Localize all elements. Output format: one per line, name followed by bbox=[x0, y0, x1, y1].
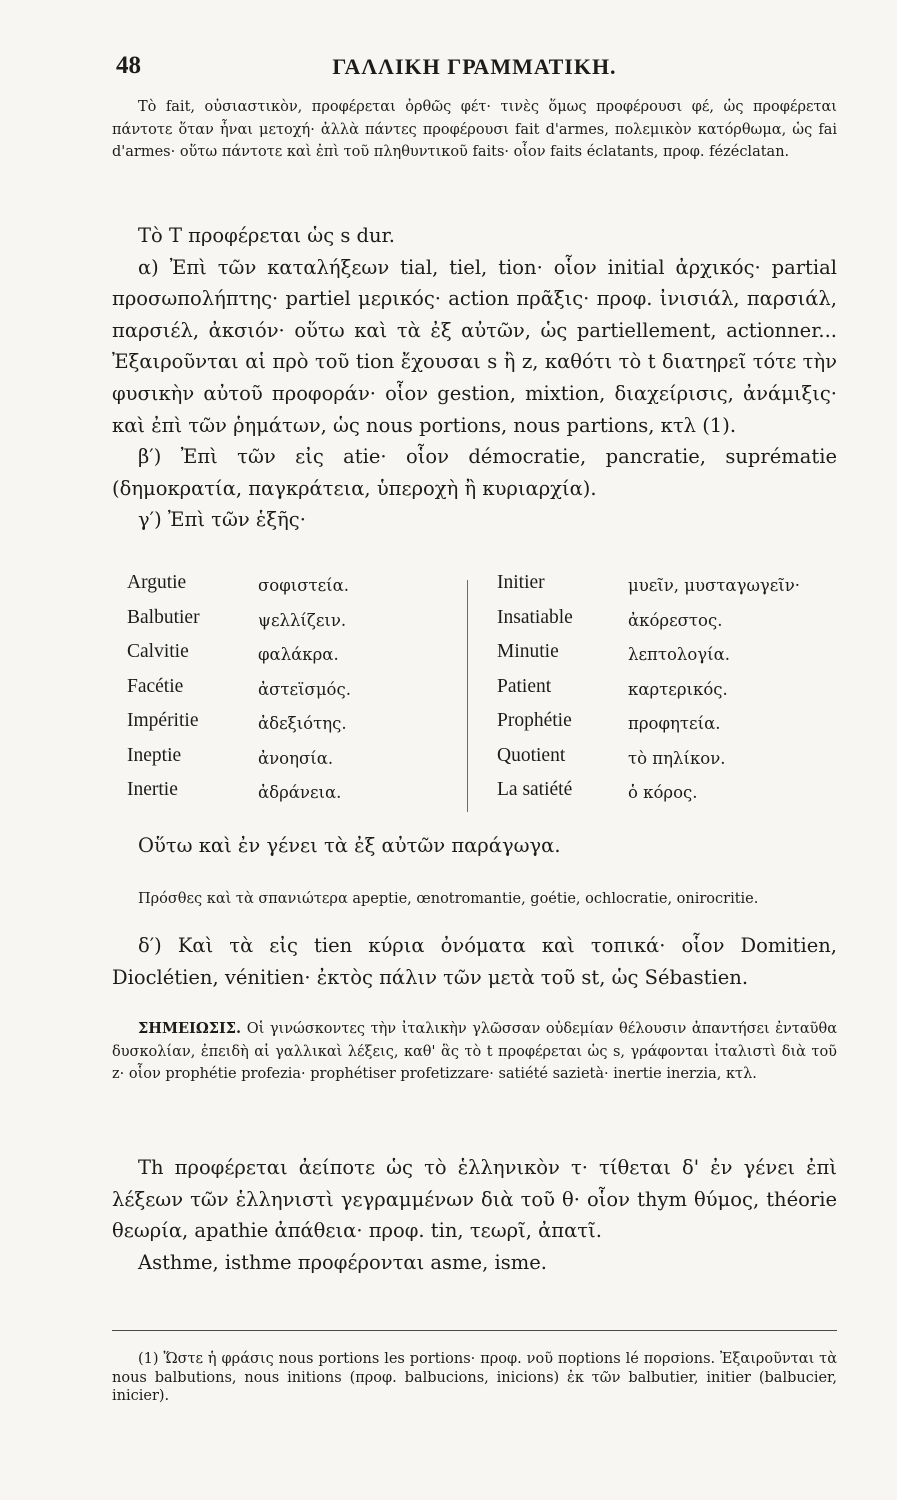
t-heading: Τὸ T προφέρεται ὡς s dur. bbox=[138, 224, 395, 247]
greek-gloss: ὁ κόρος. bbox=[628, 783, 698, 802]
french-word: La satiété bbox=[497, 779, 573, 800]
greek-gloss: μυεῖν, μυσταγωγεῖν· bbox=[628, 576, 801, 595]
vocab-row bbox=[127, 676, 457, 711]
para-c: γ′) Ἐπὶ τῶν ἑξῆς· bbox=[138, 508, 306, 532]
para-b: β′) Ἐπὶ τῶν εἰς atie· οἷον démocratie, pancratie, suprématie (δημοκρατία, παγκράτεια, ὑπεροχὴ ἢ κυριαρχία). bbox=[112, 445, 837, 500]
vocab-row bbox=[497, 710, 827, 745]
note-label: ΣΗΜΕΙΩΣΙΣ. bbox=[138, 1020, 242, 1037]
greek-gloss: σοφιστεία. bbox=[258, 576, 350, 595]
note-section bbox=[112, 1018, 837, 1086]
greek-gloss: ἀδράνεια. bbox=[258, 783, 342, 802]
french-word: Balbutier bbox=[127, 606, 200, 628]
page-number: 48 bbox=[116, 52, 141, 79]
vocab-row bbox=[127, 641, 457, 676]
vocab-row bbox=[497, 745, 827, 780]
vocab-column-left bbox=[127, 572, 457, 814]
french-word: Minutie bbox=[497, 641, 559, 662]
footnote-section bbox=[112, 1350, 837, 1406]
french-word: Argutie bbox=[127, 572, 187, 593]
note-text: Οἱ γινώσκοντες τὴν ἰταλικὴν γλῶσσαν οὐδεμίαν θέλουσιν ἀπαντήσει ἐνταῦθα δυσκολίαν, ἐπειδὴ αἱ γαλλικαὶ λέξεις, καθ' ἃς τὸ t προφέρεται ὡς s, γράφονται ἰταλιστὶ διὰ τοῦ z· οἷον prophétie profezia· prophétiser profetizzare· satiété sazietà· inertie inerzia, κτλ. bbox=[112, 1021, 837, 1082]
intro-paragraph: Τὸ fait, οὐσιαστικὸν, προφέρεται ὀρθῶς φέτ· τινὲς ὅμως προφέρουσι φέ, ὡς προφέρεται πάντοτε ὅταν ἦναι μετοχή· ἀλλὰ πάντες προφέρουσι fait d'armes, πολεμικὸν κατόρθωμα, ὡς fai d'armes· οὕτω πάντοτε καὶ ἐπὶ τοῦ πληθυντικοῦ faits· οἷον faits éclatants, προφ. fézéclatan. bbox=[112, 99, 837, 160]
french-word: Prophétie bbox=[497, 710, 572, 731]
asthme-line: Asthme, isthme προφέρονται asme, isme. bbox=[138, 1250, 547, 1274]
vocab-row bbox=[497, 676, 827, 711]
derivatives-section bbox=[112, 830, 837, 862]
greek-gloss: λεπτολογία. bbox=[628, 645, 731, 664]
addition-section bbox=[112, 888, 837, 911]
french-word: Facétie bbox=[127, 675, 184, 697]
vocab-row bbox=[497, 641, 827, 676]
footnote: (1) Ὥστε ἡ φράσις nous portions les portions· προφ. νοῦ πορtions lé πορσions. Ἐξαιροῦνται τὰ nous balbutions, nous initions (προφ. balbucions, inicions) ἐκ τῶν balbutier, initier (balbucier, inicier). bbox=[112, 1351, 837, 1404]
t-section bbox=[112, 220, 837, 536]
vocab-row bbox=[497, 779, 827, 814]
vocab-row bbox=[127, 607, 457, 642]
greek-gloss: προφητεία. bbox=[628, 714, 721, 733]
greek-gloss: ἀκόρεστος. bbox=[628, 610, 723, 630]
after-vocab-line: Οὕτω καὶ ἐν γένει τὰ ἐξ αὐτῶν παράγωγα. bbox=[138, 834, 561, 857]
vocab-row bbox=[127, 710, 457, 745]
greek-gloss: τὸ πηλίκον. bbox=[628, 748, 726, 768]
french-word: Initier bbox=[497, 572, 545, 593]
greek-gloss: καρτερικός. bbox=[628, 679, 728, 699]
th-section bbox=[112, 1152, 837, 1278]
french-word: Calvitie bbox=[127, 641, 189, 662]
para-a: α) Ἐπὶ τῶν καταλήξεων tial, tiel, tion· οἷον initial ἀρχικός· partial προσωπολήπτης· partiel μερικός· action πρᾶξις· προφ. ἰνισιάλ, παρσιάλ, παρσιέλ, ἀκσιόν· οὕτω καὶ τὰ ἐξ αὐτῶν, ὡς partiellement, actionner... Ἐξαιροῦνται αἱ πρὸ τοῦ tion ἔχουσαι s ἢ z, καθότι τὸ t διατηρεῖ τότε τὴν φυσικὴν αὐτοῦ προφοράν· οἷον gestion, mixtion, διαχείρισις, ἀνάμιξις· καὶ ἐπὶ τῶν ῥημάτων, ὡς nous portions, nous partions, κτλ (1). bbox=[112, 255, 837, 437]
page-header bbox=[112, 52, 837, 88]
running-title: ΓΑΛΛΙΚΗ ΓΡΑΜΜΑΤΙΚΗ. bbox=[332, 54, 617, 79]
french-word: Impéritie bbox=[127, 710, 199, 731]
greek-gloss: ἀδεξιότης. bbox=[258, 714, 347, 733]
french-word: Insatiable bbox=[497, 606, 573, 628]
intro-section bbox=[112, 96, 837, 164]
th-paragraph: Th προφέρεται ἀείποτε ὡς τὸ ἑλληνικὸν τ· τίθεται δ' ἐν γένει ἐπὶ λέξεων τῶν ἑλληνιστὶ γεγραμμένων διὰ τοῦ θ· οἷον thym θύμος, théorie θεωρία, apathie ἀπάθεια· προφ. tin, τεωρῖ, ἀπατῖ. bbox=[112, 1156, 837, 1243]
french-word: Ineptie bbox=[127, 744, 182, 766]
greek-gloss: ψελλίζειν. bbox=[258, 610, 347, 630]
note-paragraph bbox=[112, 1018, 837, 1086]
vocab-row bbox=[497, 607, 827, 642]
para-d: δ′) Καὶ τὰ εἰς tien κύρια ὀνόματα καὶ τοπικά· οἷον Domitien, Dioclétien, vénitien· ἐκτὸς πάλιν τῶν μετὰ τοῦ st, ὡς Sébastien. bbox=[112, 934, 837, 989]
footnote-rule bbox=[112, 1330, 837, 1331]
vocabulary-table bbox=[127, 572, 837, 820]
addition-line: Πρόσθες καὶ τὰ σπανιώτερα apeptie, œnotromantie, goétie, ochlocratie, onirocritie. bbox=[138, 891, 759, 907]
vocab-column-right bbox=[497, 572, 827, 814]
french-word: Patient bbox=[497, 675, 552, 697]
greek-gloss: ἀνοησία. bbox=[258, 748, 334, 768]
para-d-section bbox=[112, 930, 837, 993]
french-word: Inertie bbox=[127, 779, 178, 800]
column-divider bbox=[467, 580, 468, 812]
greek-gloss: ἀστεϊσμός. bbox=[258, 679, 351, 699]
french-word: Quotient bbox=[497, 744, 566, 766]
vocab-row bbox=[497, 572, 827, 607]
vocab-row bbox=[127, 745, 457, 780]
vocab-row bbox=[127, 572, 457, 607]
greek-gloss: φαλάκρα. bbox=[258, 645, 339, 664]
vocab-row bbox=[127, 779, 457, 814]
